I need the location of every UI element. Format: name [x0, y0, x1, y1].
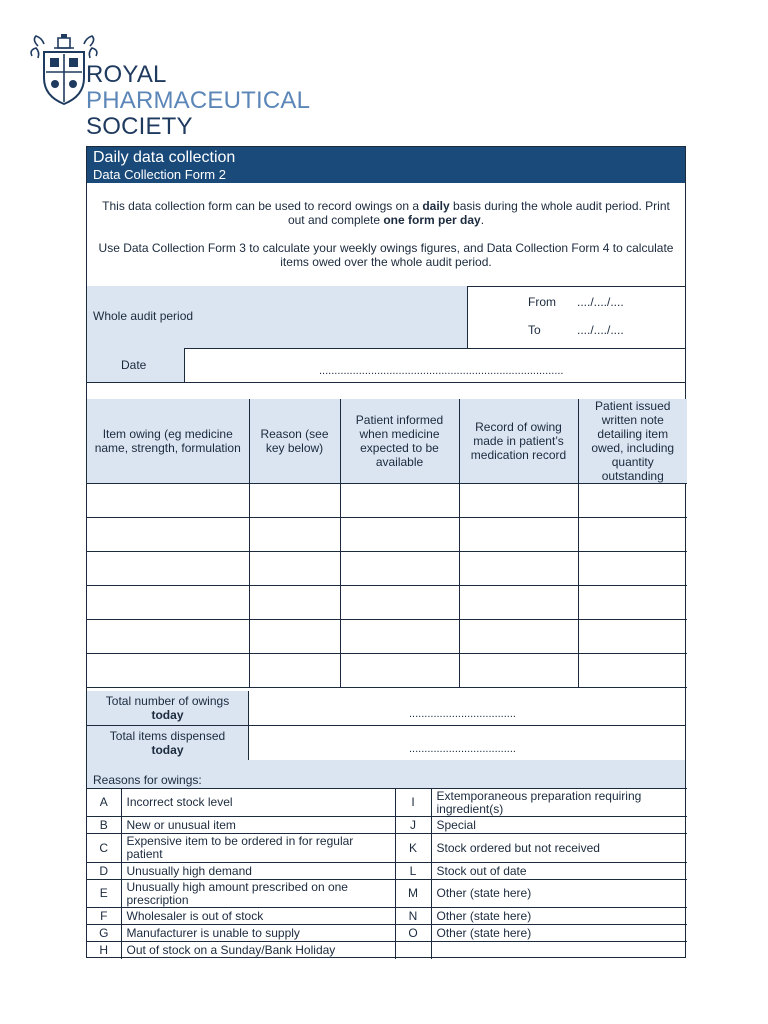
entry-cell[interactable]: [340, 518, 459, 552]
owings-table: [87, 399, 687, 688]
audit-period-label: Whole audit period: [93, 309, 194, 323]
instructions: [87, 183, 685, 287]
reason-code: J: [395, 817, 431, 834]
total-owings-field[interactable]: ...................................: [409, 708, 516, 720]
reasons-heading-row: [87, 760, 685, 789]
total-owings-label: Total number of owings today: [87, 691, 249, 725]
reason-code: I: [395, 789, 431, 817]
entry-cell[interactable]: [578, 518, 687, 552]
reason-code: O: [395, 925, 431, 942]
reason-text: Stock out of date: [431, 863, 687, 880]
total-dispensed-field[interactable]: ...................................: [409, 743, 516, 755]
reason-text: Other (state here): [431, 925, 687, 942]
reason-code: E: [87, 880, 121, 908]
table-row: [87, 654, 687, 688]
entry-cell[interactable]: [87, 654, 249, 688]
reason-code: [395, 942, 431, 959]
entry-cell[interactable]: [249, 654, 340, 688]
table-row: [87, 586, 687, 620]
entry-cell[interactable]: [459, 654, 578, 688]
entry-cell[interactable]: [340, 654, 459, 688]
table-row: [87, 484, 687, 518]
entry-cell[interactable]: [249, 518, 340, 552]
logo-wordmark: [86, 62, 310, 140]
reason-text: Manufacturer is unable to supply: [121, 925, 395, 942]
from-date-field[interactable]: ..../..../....: [577, 295, 624, 309]
entry-cell[interactable]: [87, 484, 249, 518]
table-row: [87, 552, 687, 586]
logo-line-royal: ROYAL: [86, 61, 167, 88]
instruction-paragraph-2: Use Data Collection Form 3 to calculate your weekly owings figures, and Data Collection Form 4 to calculate items owed over the whole audit period.: [98, 241, 674, 269]
entry-cell[interactable]: [459, 620, 578, 654]
entry-cell[interactable]: [87, 586, 249, 620]
form-title: Daily data collection: [93, 149, 236, 166]
entry-cell[interactable]: [249, 484, 340, 518]
logo-line-pharmaceutical: PHARMACEUTICAL: [86, 87, 311, 114]
reason-text: Wholesaler is out of stock: [121, 908, 395, 925]
entry-cell[interactable]: [578, 654, 687, 688]
table-row: [87, 518, 687, 552]
audit-period-label-cell: [87, 286, 468, 348]
entry-cell[interactable]: [340, 586, 459, 620]
audit-period-row: [87, 286, 685, 349]
reason-text: Other (state here): [431, 880, 687, 908]
instruction-paragraph-1: This data collection form can be used to record owings on a daily basis during the whole audit period. Print out and complete one form per day.: [102, 199, 670, 227]
entry-cell[interactable]: [459, 484, 578, 518]
reason-code: F: [87, 908, 121, 925]
entry-cell[interactable]: [459, 552, 578, 586]
reason-text: Special: [431, 817, 687, 834]
to-date-field[interactable]: ..../..../....: [577, 323, 624, 337]
entry-cell[interactable]: [87, 620, 249, 654]
entry-cell[interactable]: [340, 620, 459, 654]
entry-cell[interactable]: [340, 484, 459, 518]
date-field[interactable]: ................................................................................: [319, 365, 564, 377]
entry-cell[interactable]: [249, 586, 340, 620]
entry-cell[interactable]: [578, 586, 687, 620]
reason-row: [87, 789, 687, 817]
reason-text: Unusually high amount prescribed on one prescription: [121, 880, 395, 908]
entry-cell[interactable]: [459, 518, 578, 552]
reason-text: Extemporaneous preparation requiring ingredient(s): [431, 789, 687, 817]
reason-text: Stock ordered but not received: [431, 834, 687, 863]
entry-cell[interactable]: [459, 586, 578, 620]
reason-row: [87, 925, 687, 942]
reason-row: [87, 863, 687, 880]
total-dispensed-label: Total items dispensed today: [87, 726, 249, 760]
form-subtitle: Data Collection Form 2: [93, 167, 226, 182]
reason-text: New or unusual item: [121, 817, 395, 834]
entry-cell[interactable]: [578, 620, 687, 654]
reason-text: Expensive item to be ordered in for regular patient: [121, 834, 395, 863]
reason-text: Incorrect stock level: [121, 789, 395, 817]
form-header: [87, 147, 685, 183]
reason-code: B: [87, 817, 121, 834]
entry-cell[interactable]: [249, 552, 340, 586]
reason-code: G: [87, 925, 121, 942]
daily-data-collection-form: [86, 146, 686, 958]
reasons-table: [87, 788, 687, 959]
reason-row: [87, 908, 687, 925]
col-header-item-owing: Item owing (eg medicine name, strength, formulation: [87, 399, 249, 484]
reason-text: Out of stock on a Sunday/Bank Holiday: [121, 942, 395, 959]
reasons-heading: Reasons for owings:: [93, 773, 202, 787]
reason-row: [87, 880, 687, 908]
date-label-cell: [87, 348, 185, 382]
reason-code: A: [87, 789, 121, 817]
entry-cell[interactable]: [87, 552, 249, 586]
col-header-reason: Reason (see key below): [249, 399, 340, 484]
reason-code: L: [395, 863, 431, 880]
reason-code: H: [87, 942, 121, 959]
society-logo: [28, 32, 311, 140]
reason-text: Other (state here): [431, 908, 687, 925]
entry-cell[interactable]: [249, 620, 340, 654]
reason-text: Unusually high demand: [121, 863, 395, 880]
entry-cell[interactable]: [578, 484, 687, 518]
col-header-record-of-owing: Record of owing made in patient’s medication record: [459, 399, 578, 484]
spacer-row: [87, 382, 685, 400]
reason-row: [87, 834, 687, 863]
date-label: Date: [121, 358, 147, 372]
owings-table-header: [87, 399, 687, 484]
table-row: [87, 620, 687, 654]
to-label: To: [528, 323, 541, 337]
logo-line-society: SOCIETY: [86, 113, 193, 140]
from-label: From: [528, 295, 556, 309]
date-row: [87, 348, 685, 383]
entry-cell[interactable]: [87, 518, 249, 552]
reason-text: [431, 942, 687, 959]
total-owings-row: [87, 691, 685, 726]
reason-row: [87, 942, 687, 959]
col-header-patient-informed: Patient informed when medicine expected to be available: [340, 399, 459, 484]
reason-code: N: [395, 908, 431, 925]
total-dispensed-row: [87, 726, 685, 761]
reason-code: K: [395, 834, 431, 863]
entry-cell[interactable]: [340, 552, 459, 586]
reason-code: M: [395, 880, 431, 908]
col-header-written-note: Patient issued written note detailing item owed, including quantity outstanding: [578, 399, 687, 484]
reason-code: D: [87, 863, 121, 880]
entry-cell[interactable]: [578, 552, 687, 586]
reason-row: [87, 817, 687, 834]
reason-code: C: [87, 834, 121, 863]
